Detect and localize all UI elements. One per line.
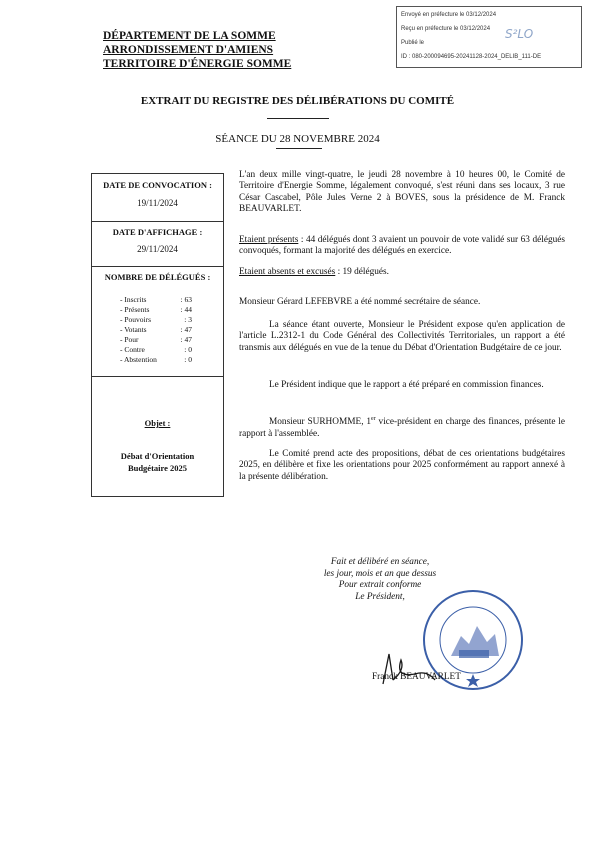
count-row: - Présents : 44	[120, 305, 192, 314]
info-sidebar	[91, 173, 224, 497]
signatory-name: Franck BEAUVARLET	[372, 672, 461, 682]
paragraph-presents: Etaient présents : 44 délégués dont 3 avaient un pouvoir de vote validé sur 63 délégués convoqués, formant la majorité des délégués en exercice.	[239, 235, 565, 257]
objet-line-1: Débat d'Orientation	[120, 451, 195, 461]
seance-divider	[276, 148, 322, 149]
count-row: - Inscrits : 63	[120, 295, 192, 304]
handwritten-signature	[375, 650, 445, 690]
count-row: - Abstention : 0	[120, 355, 192, 364]
paragraph-intro: L'an deux mille vingt-quatre, le jeudi 28 novembre à 10 heures 00, le Comité de Territoire d'Energie Somme, légalement convoqué, s'est réuni dans ses locaux, 3 rue César Cascabel, Pôle Jules Verne 2 à BOVES, sous la présidence de M. Franck BEAUVARLET.	[239, 170, 565, 215]
affichage-label: DATE D'AFFICHAGE :	[112, 227, 203, 237]
header-line-3: TERRITOIRE D'ÉNERGIE SOMME	[103, 58, 292, 70]
convocation-label: DATE DE CONVOCATION :	[103, 180, 212, 190]
closing-formula: Fait et délibéré en séance, les jour, mois et an que dessus Pour extrait conforme Le Président,	[323, 557, 437, 602]
header-line-1: DÉPARTEMENT DE LA SOMME	[103, 30, 276, 42]
paragraph-seance: La séance étant ouverte, Monsieur le Président expose qu'en application de l'article L.2312-1 du Code Général des Collectivités Territoriales, un rapport a été transmis aux délégués en vue de la tenue du Débat d'Orientation Budgétaire de ce jour.	[239, 320, 565, 353]
stamp-sent: Envoyé en préfecture le 03/12/2024	[401, 12, 497, 18]
paragraph-decision: Le Comité prend acte des propositions, débat de ces orientations budgétaires 2025, en délibère et fixe les orientations pour 2025 conformément au rapport annexé à la présente délibération.	[239, 449, 565, 482]
objet-line-2: Budgétaire 2025	[127, 463, 188, 473]
delegues-label: NOMBRE DE DÉLÉGUÉS :	[104, 272, 211, 282]
paragraph-commission: Le Président indique que le rapport a été préparé en commission finances.	[269, 380, 544, 390]
prefecture-stamp	[396, 6, 582, 68]
stamp-received: Reçu en préfecture le 03/12/2024	[401, 26, 491, 32]
s2low-logo: S²LO	[505, 27, 534, 41]
header-line-2: ARRONDISSEMENT D'AMIENS	[103, 44, 274, 56]
objet-label: Objet :	[144, 418, 171, 428]
stamp-id: ID : 080-200094695-20241128-2024_DELIB_111-DE	[401, 54, 542, 60]
paragraph-secretaire: Monsieur Gérard LEFEBVRE a été nommé secrétaire de séance.	[239, 297, 481, 307]
title-divider	[267, 118, 329, 119]
sidebar-divider	[92, 221, 223, 222]
count-row: - Votants : 47	[120, 325, 192, 334]
paragraph-surhomme: Monsieur SURHOMME, 1er vice-président en charge des finances, présente le rapport à l'assemblée.	[239, 416, 566, 439]
affichage-date: 29/11/2024	[137, 244, 178, 254]
convocation-date: 19/11/2024	[137, 198, 178, 208]
seance-date: SÉANCE DU 28 NOVEMBRE 2024	[215, 133, 380, 145]
sidebar-divider	[92, 266, 223, 267]
paragraph-absents: Etaient absents et excusés : 19 délégués.	[239, 267, 389, 277]
count-row: - Pour : 47	[120, 335, 192, 344]
count-row: - Contre : 0	[120, 345, 192, 354]
document-title: EXTRAIT DU REGISTRE DES DÉLIBÉRATIONS DU COMITÉ	[140, 95, 455, 107]
sidebar-divider	[92, 376, 223, 377]
count-row: - Pouvoirs : 3	[120, 315, 192, 324]
department-header	[103, 29, 291, 71]
stamp-published: Publié le	[401, 40, 425, 46]
